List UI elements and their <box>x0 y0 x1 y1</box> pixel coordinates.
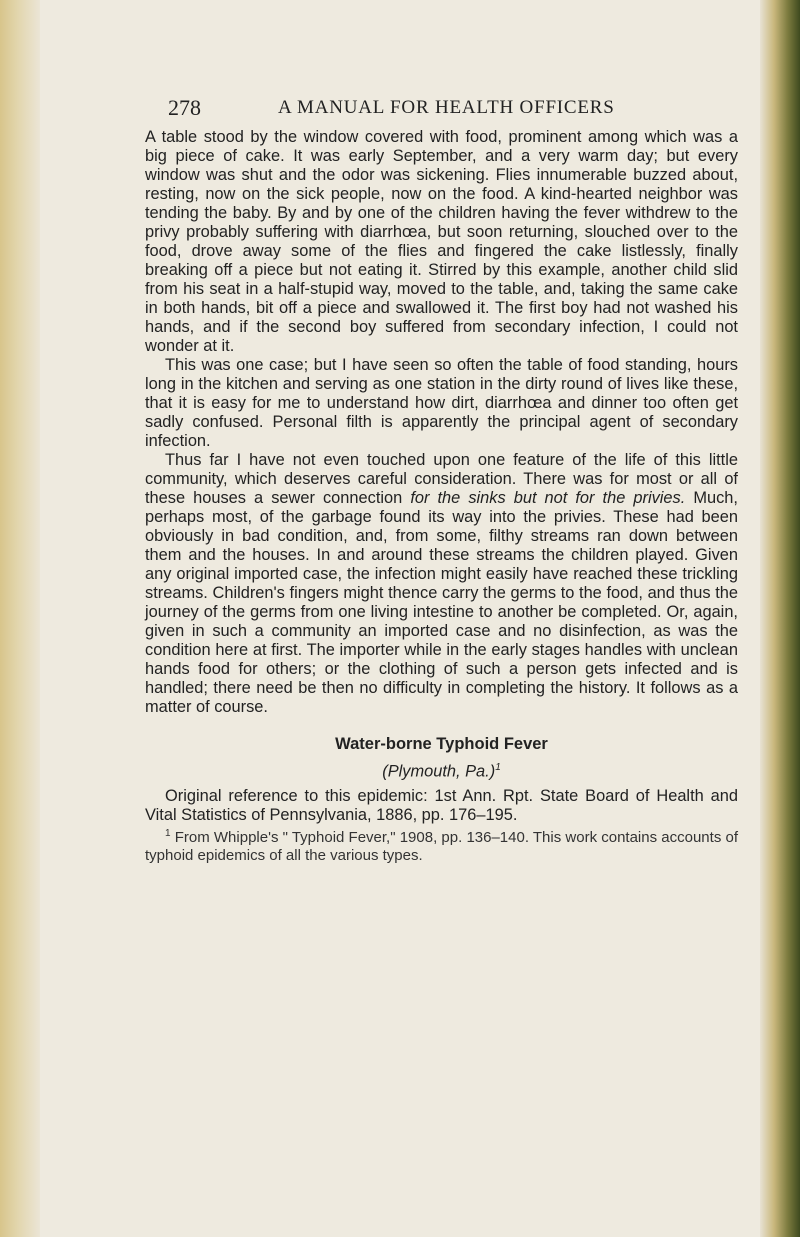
reference-paragraph: Original reference to this epidemic: 1st Ann. Rpt. State Board of Health and Vital Statistics of Pennsylvania, 1886, pp. 176–195. <box>145 787 738 825</box>
footnote-text: From Whipple's " Typhoid Fever," 1908, pp. 136–140. This work contains accounts of typhoid epidemics of all the various types. <box>145 829 738 865</box>
footnote-marker: 1 <box>495 762 501 773</box>
page-edge-right <box>760 0 800 1237</box>
footnote-mark: 1 <box>165 828 171 840</box>
paragraph-3 <box>145 451 738 717</box>
page-number: 278 <box>168 95 201 120</box>
footnote <box>145 825 738 865</box>
paragraph-1: A table stood by the window covered with food, prominent among which was a big piece of cake. It was early September, and a very warm day; but every window was shut and the odor was sickening. Flies innumerable buzzed about, resting, now on the sick people, now on the food. A kind-hearted neighbor was tending the baby. By and by one of the children having the fever withdrew to the privy probably suffering with diarrhœa, but soon returning, slouched over to the food, drove away some of the flies and fingered the cake listlessly, finally breaking off a piece but not eating it. Stirred by this example, another child slid from his seat in a half-stupid way, moved to the table, and, taking the same cake in both hands, bit off a piece and swallowed it. The first boy had not washed his hands, and if the second boy suffered from secondary infection, I could not wonder at it. <box>145 128 738 355</box>
section-subheading <box>145 758 738 781</box>
paragraph-3-emphasis: for the sinks but not for the privies. <box>410 489 686 507</box>
running-head: A MANUAL FOR HEALTH OFFICERS <box>278 97 615 118</box>
paragraph-3-text-a: Thus far I have not even touched upon one feature of the life of this little community, which deserves careful consideration. There was for most or all of these houses a sewer connection <box>145 451 738 507</box>
section-heading: Water-borne Typhoid Fever <box>335 735 548 753</box>
paragraph-2: This was one case; but I have seen so often the table of food standing, hours long in the kitchen and serving as one station in the dirty round of lives like these, that it is easy for me to understand how dirt, diarrhœa and dinner too often get sadly confused. Personal filth is apparently the principal agent of secondary infection. <box>145 356 738 450</box>
section-subheading-text: (Plymouth, Pa.) <box>382 762 496 781</box>
page-edge-left <box>0 0 40 1237</box>
paragraph-3-text-b: Much, perhaps most, of the garbage found its way into the privies. These had been obviously in bad condition, and, from some, filthy streams ran down between them and the houses. In and around these streams the children played. Given any original imported case, the infection might easily have reached these trickling streams. Children's fingers might thence carry the germs to the food, and thus the journey of the germs from one living intestine to another be completed. Or, again, given in such a community an imported case and no disinfection, as was the condition here at first. The importer while in the early stages handles with unclean hands food for others; or the clothing of such a person gets infected and is handled; there need be then no difficulty in completing the history. It follows as a matter of course. <box>145 489 738 716</box>
page-body <box>145 128 738 865</box>
